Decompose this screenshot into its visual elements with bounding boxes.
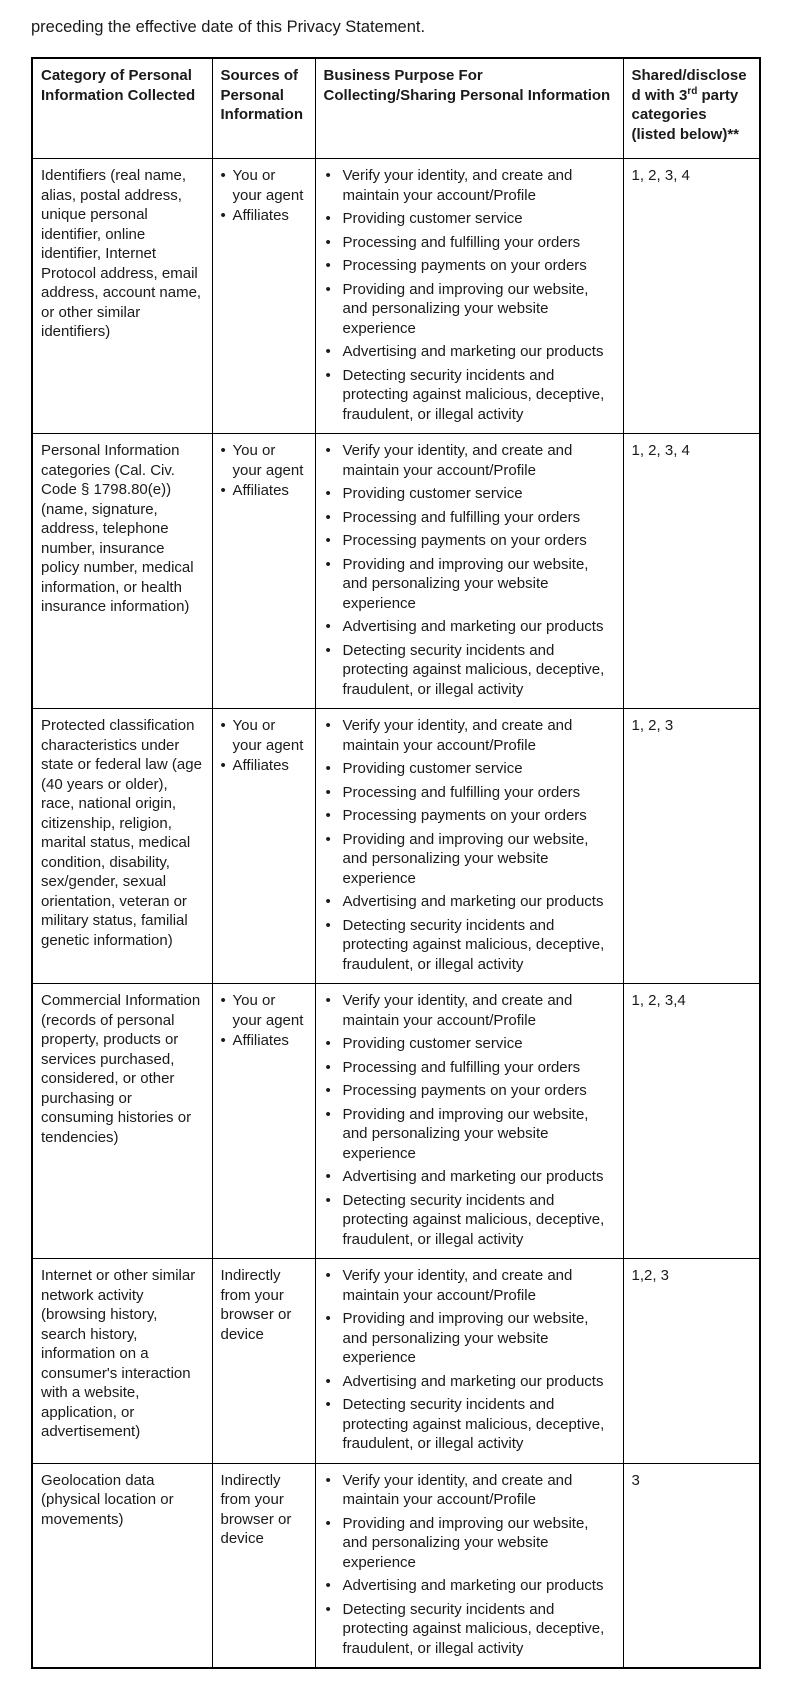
bullet-text: Advertising and marketing our products (342, 1577, 604, 1595)
bullet-icon: • (325, 280, 331, 298)
bullet-item (221, 716, 307, 755)
category-cell: Personal Information categories (Cal. Civ. Code § 1798.80(e)) (name, signature, address, telephone number, insurance policy number, medical information, or health insurance information) (32, 434, 212, 709)
bullet-icon: • (220, 482, 226, 500)
bullet-text: Providing customer service (342, 1035, 523, 1053)
bullet-icon: • (325, 1191, 331, 1209)
shared-cell: 1, 2, 3, 4 (623, 159, 760, 434)
bullet-text: Affiliates (232, 482, 289, 500)
bullet-icon: • (325, 1600, 331, 1618)
purposes-cell (315, 434, 623, 709)
category-cell: Commercial Information (records of personal property, products or services purchased, considered, or other purchasing or consuming histories or tendencies) (32, 984, 212, 1259)
table-row (32, 709, 760, 984)
bullet-text: Detecting security incidents and protecting against malicious, deceptive, fraudulent, or illegal activity (342, 916, 605, 973)
bullet-text: Processing and fulfilling your orders (342, 1058, 581, 1076)
header-shared-prefix: Shared/disclosed with 3 (631, 67, 747, 104)
bullet-item (324, 441, 615, 480)
bullet-icon: • (325, 1105, 331, 1123)
header-purpose: Business Purpose For Collecting/Sharing Personal Information (315, 58, 623, 159)
bullet-text: Advertising and marketing our products (342, 343, 604, 361)
bullet-item (324, 1471, 615, 1510)
bullet-item (324, 1395, 615, 1454)
bullet-text: Affiliates (232, 757, 289, 775)
bullet-icon: • (325, 167, 331, 185)
bullet-icon: • (325, 257, 331, 275)
bullet-text: Processing payments on your orders (342, 532, 587, 550)
bullet-text: Advertising and marketing our products (342, 893, 604, 911)
bullet-text: Processing and fulfilling your orders (342, 233, 581, 251)
bullet-icon: • (325, 1310, 331, 1328)
bullet-item (324, 1309, 615, 1368)
bullet-item (324, 1576, 615, 1596)
bullet-item (324, 1105, 615, 1164)
bullet-icon: • (325, 1035, 331, 1053)
bullet-icon: • (325, 1396, 331, 1414)
bullet-icon: • (325, 807, 331, 825)
bullet-icon: • (325, 916, 331, 934)
table-row (32, 434, 760, 709)
bullet-text: Detecting security incidents and protecting against malicious, deceptive, fraudulent, or illegal activity (342, 366, 605, 423)
intro-text: preceding the effective date of this Privacy Statement. (31, 18, 426, 36)
bullet-icon: • (220, 442, 226, 460)
bullet-text: Verify your identity, and create and maintain your account/Profile (342, 1267, 573, 1304)
bullet-text: You or your agent (232, 717, 304, 754)
bullet-item (324, 1514, 615, 1573)
bullet-item (324, 256, 615, 276)
bullet-icon: • (325, 555, 331, 573)
table-row (32, 159, 760, 434)
bullet-item (221, 481, 307, 501)
bullet-text: Providing and improving our website, and personalizing your website experience (342, 280, 589, 337)
bullet-icon: • (325, 343, 331, 361)
bullet-item (324, 716, 615, 755)
bullet-icon: • (325, 893, 331, 911)
bullet-icon: • (325, 992, 331, 1010)
sources-cell (212, 434, 315, 709)
header-shared (623, 58, 760, 159)
bullet-item (324, 806, 615, 826)
bullet-text: Advertising and marketing our products (342, 1168, 604, 1186)
bullet-text: Verify your identity, and create and maintain your account/Profile (342, 717, 573, 754)
bullet-text: Advertising and marketing our products (342, 1372, 604, 1390)
bullet-item (324, 830, 615, 889)
bullet-item (221, 166, 307, 205)
bullet-icon: • (220, 207, 226, 225)
bullet-item (324, 916, 615, 975)
bullet-text: Processing payments on your orders (342, 257, 587, 275)
bullet-icon: • (325, 1168, 331, 1186)
purposes-cell (315, 1463, 623, 1668)
sources-cell (212, 984, 315, 1259)
bullet-item (324, 508, 615, 528)
category-cell: Identifiers (real name, alias, postal address, unique personal identifier, online identifier, Internet Protocol address, email address, account name, or other similar identifiers) (32, 159, 212, 434)
bullet-icon: • (325, 830, 331, 848)
shared-cell: 1,2, 3 (623, 1259, 760, 1464)
bullet-icon: • (325, 760, 331, 778)
purposes-cell (315, 1259, 623, 1464)
purposes-cell (315, 984, 623, 1259)
bullet-icon: • (325, 783, 331, 801)
bullet-item (324, 991, 615, 1030)
bullet-item (221, 206, 307, 226)
sources-cell: Indirectly from your browser or device (212, 1463, 315, 1668)
bullet-item (221, 756, 307, 776)
table-row (32, 1463, 760, 1668)
bullet-item (324, 641, 615, 700)
bullet-item (324, 783, 615, 803)
sources-cell (212, 709, 315, 984)
sources-cell: Indirectly from your browser or device (212, 1259, 315, 1464)
table-body (32, 159, 760, 1669)
header-shared-suffix: party categories (listed below)** (631, 86, 740, 143)
bullet-text: You or your agent (232, 442, 304, 479)
bullet-icon: • (325, 1082, 331, 1100)
bullet-item (324, 233, 615, 253)
bullet-icon: • (325, 210, 331, 228)
bullet-text: Processing and fulfilling your orders (342, 508, 581, 526)
bullet-item (324, 1034, 615, 1054)
bullet-item (324, 342, 615, 362)
bullet-item (324, 1266, 615, 1305)
bullet-icon: • (220, 717, 226, 735)
table-row (32, 984, 760, 1259)
bullet-text: Processing payments on your orders (342, 1082, 587, 1100)
bullet-text: Providing customer service (342, 760, 523, 778)
bullet-icon: • (325, 233, 331, 251)
bullet-icon: • (325, 532, 331, 550)
header-sources: Sources of Personal Information (212, 58, 315, 159)
bullet-text: Detecting security incidents and protecting against malicious, deceptive, fraudulent, or illegal activity (342, 641, 605, 698)
bullet-text: Providing and improving our website, and personalizing your website experience (342, 830, 589, 887)
header-shared-sup: rd (687, 85, 698, 97)
bullet-icon: • (325, 485, 331, 503)
bullet-icon: • (325, 1372, 331, 1390)
bullet-text: Providing customer service (342, 210, 523, 228)
bullet-icon: • (325, 641, 331, 659)
bullet-text: Affiliates (232, 207, 289, 225)
bullet-text: Detecting security incidents and protecting against malicious, deceptive, fraudulent, or illegal activity (342, 1396, 605, 1453)
bullet-icon: • (325, 508, 331, 526)
bullet-text: Verify your identity, and create and maintain your account/Profile (342, 167, 573, 204)
bullet-text: Verify your identity, and create and maintain your account/Profile (342, 1471, 573, 1509)
bullet-item (324, 759, 615, 779)
bullet-icon: • (325, 1577, 331, 1595)
bullet-text: You or your agent (232, 992, 304, 1029)
bullet-item (221, 991, 307, 1030)
category-cell: Geolocation data (physical location or movements) (32, 1463, 212, 1668)
bullet-item (324, 1167, 615, 1187)
category-cell: Protected classification characteristics under state or federal law (age (40 years or older), race, national origin, citizenship, religion, marital status, medical condition, disability, sex/gender, sexual orientation, veteran or military status, familial genetic information) (32, 709, 212, 984)
table-header-row (32, 58, 760, 159)
bullet-icon: • (220, 992, 226, 1010)
bullet-item (324, 1372, 615, 1392)
bullet-item (221, 441, 307, 480)
bullet-item (324, 209, 615, 229)
bullet-text: Affiliates (232, 1032, 289, 1050)
shared-cell: 1, 2, 3, 4 (623, 434, 760, 709)
bullet-text: Providing and improving our website, and personalizing your website experience (342, 1514, 589, 1571)
bullet-item (324, 555, 615, 614)
bullet-item (324, 166, 615, 205)
table-row (32, 1259, 760, 1464)
bullet-item (324, 531, 615, 551)
bullet-text: Detecting security incidents and protecting against malicious, deceptive, fraudulent, or illegal activity (342, 1600, 605, 1657)
sources-cell (212, 159, 315, 434)
bullet-icon: • (220, 757, 226, 775)
bullet-item (324, 366, 615, 425)
bullet-text: Verify your identity, and create and maintain your account/Profile (342, 442, 573, 479)
bullet-item (324, 1600, 615, 1659)
bullet-text: Advertising and marketing our products (342, 618, 604, 636)
bullet-text: Providing and improving our website, and personalizing your website experience (342, 555, 589, 612)
bullet-icon: • (325, 618, 331, 636)
bullet-icon: • (220, 1032, 226, 1050)
shared-cell: 1, 2, 3 (623, 709, 760, 984)
bullet-text: Providing and improving our website, and personalizing your website experience (342, 1310, 589, 1367)
bullet-icon: • (325, 1514, 331, 1532)
category-cell: Internet or other similar network activity (browsing history, search history, information on a consumer's interaction with a website, application, or advertisement) (32, 1259, 212, 1464)
bullet-text: Verify your identity, and create and maintain your account/Profile (342, 992, 573, 1029)
bullet-icon: • (325, 366, 331, 384)
bullet-icon: • (325, 1058, 331, 1076)
shared-cell: 3 (623, 1463, 760, 1668)
bullet-item (324, 892, 615, 912)
header-category: Category of Personal Information Collected (32, 58, 212, 159)
bullet-text: You or your agent (232, 167, 304, 204)
bullet-text: Processing and fulfilling your orders (342, 783, 581, 801)
privacy-table (31, 57, 761, 1669)
bullet-icon: • (325, 442, 331, 460)
purposes-cell (315, 709, 623, 984)
bullet-text: Detecting security incidents and protecting against malicious, deceptive, fraudulent, or illegal activity (342, 1191, 605, 1248)
purposes-cell (315, 159, 623, 434)
bullet-text: Providing and improving our website, and personalizing your website experience (342, 1105, 589, 1162)
bullet-text: Processing payments on your orders (342, 807, 587, 825)
bullet-icon: • (220, 167, 226, 185)
bullet-icon: • (325, 1267, 331, 1285)
bullet-item (221, 1031, 307, 1051)
bullet-text: Providing customer service (342, 485, 523, 503)
bullet-item (324, 617, 615, 637)
bullet-icon: • (325, 1471, 331, 1489)
bullet-item (324, 280, 615, 339)
bullet-item (324, 484, 615, 504)
bullet-item (324, 1191, 615, 1250)
bullet-item (324, 1058, 615, 1078)
shared-cell: 1, 2, 3,4 (623, 984, 760, 1259)
bullet-icon: • (325, 717, 331, 735)
bullet-item (324, 1081, 615, 1101)
